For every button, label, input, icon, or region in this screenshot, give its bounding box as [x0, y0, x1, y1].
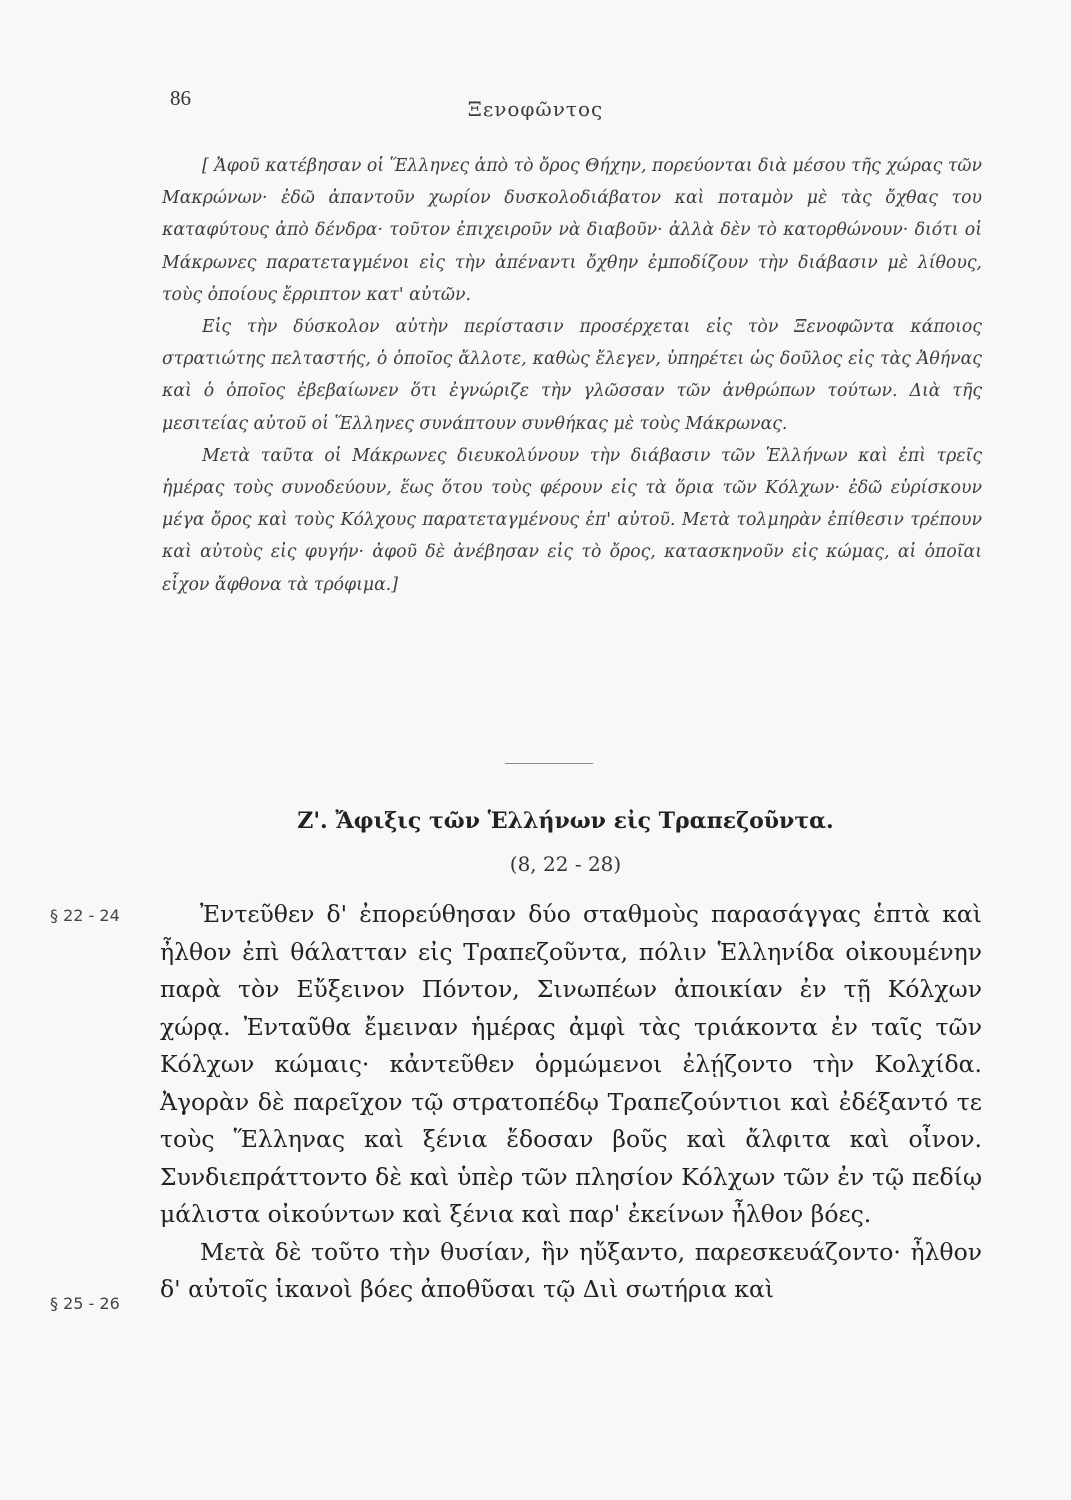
chapter-reference: (8, 22 - 28)	[509, 852, 622, 876]
summary-paragraph: Εἰς τὴν δύσκολον αὐτὴν περίστασιν προσέρχεται εἰς τὸν Ξενοφῶντα κάποιος στρατιώτης πελταστής, ὁ ὁποῖος ἄλλοτε, καθὼς ἔλεγεν, ὑπηρέτει ὡς δοῦλος εἰς τὰς Ἀθήνας καὶ ὁ ὁποῖος ἐβεβαίωνεν ὅτι ἐγνώριζε τὴν γλῶσσαν τῶν ἀνθρώπων τούτων. Διὰ τῆς μεσιτείας αὐτοῦ οἱ Ἕλληνες συνάπτουν συνθήκας μὲ τοὺς Μάκρωνας.	[162, 317, 982, 434]
running-title: Ξενοφῶντος	[467, 97, 604, 121]
chapter-summary	[162, 150, 982, 601]
main-text	[160, 896, 982, 1309]
chapter-heading: Ζ'. Ἄφιξις τῶν Ἑλλήνων εἰς Τραπεζοῦντα.	[297, 808, 834, 834]
section-divider	[505, 763, 593, 764]
page-number: 86	[170, 86, 191, 110]
main-paragraph: Ἐντεῦθεν δ' ἐπορεύθησαν δύο σταθμοὺς παρασάγγας ἑπτὰ καὶ ἦλθον ἐπὶ θάλατταν εἰς Τραπεζοῦντα, πόλιν Ἑλληνίδα οἰκουμένην παρὰ τὸν Εὔξεινον Πόντον, Σινωπέων ἀποικίαν ἐν τῇ Κόλχων χώρᾳ. Ἐνταῦθα ἔμειναν ἡμέρας ἀμφὶ τὰς τριάκοντα ἐν ταῖς τῶν Κόλχων κώμαις· κἀντεῦθεν ὁρμώμενοι ἐλῄζοντο τὴν Κολχίδα. Ἀγορὰν δὲ παρεῖχον τῷ στρατοπέδῳ Τραπεζούντιοι καὶ ἐδέξαντό τε τοὺς Ἕλληνας καὶ ξένια ἔδοσαν βοῦς καὶ ἄλφιτα καὶ οἶνον. Συνδιεπράττοντο δὲ καὶ ὑπὲρ τῶν πλησίον Κόλχων τῶν ἐν τῷ πεδίῳ μάλιστα οἰκούντων καὶ ξένια καὶ παρ' ἐκείνων ἦλθον βόες.	[160, 900, 982, 1228]
section-label: § 22 - 24	[50, 906, 120, 925]
section-label: § 25 - 26	[50, 1294, 120, 1313]
summary-paragraph: [ Ἀφοῦ κατέβησαν οἱ Ἕλληνες ἀπὸ τὸ ὄρος Θήχην, πορεύονται διὰ μέσου τῆς χώρας τῶν Μακρώνων· ἐδῶ ἀπαντοῦν χωρίον δυσκολοδιάβατον καὶ ποταμὸν μὲ τὰς ὄχθας του καταφύτους ἀπὸ δένδρα· τοῦτον ἐπιχειροῦν νὰ διαβοῦν· ἀλλὰ δὲν τὸ κατορθώνουν· διότι οἱ Μάκρωνες παρατεταγμένοι εἰς τὴν ἀπέναντι ὄχθην ἐμποδίζουν τὴν διάβασιν μὲ λίθους, τοὺς ὁποίους ἔρριπτον κατ' αὐτῶν.	[162, 156, 982, 305]
summary-paragraph: Μετὰ ταῦτα οἱ Μάκρωνες διευκολύνουν τὴν διάβασιν τῶν Ἑλλήνων καὶ ἐπὶ τρεῖς ἡμέρας τοὺς συνοδεύουν, ἕως ὅτου τοὺς φέρουν εἰς τὰ ὅρια τῶν Κόλχων· ἐδῶ εὑρίσκουν μέγα ὄρος καὶ τοὺς Κόλχους παρατεταγμένους ἐπ' αὐτοῦ. Μετὰ τολμηρὰν ἐπίθεσιν τρέπουν καὶ αὐτοὺς εἰς φυγήν· ἀφοῦ δὲ ἀνέβησαν εἰς τὸ ὄρος, κατασκηνοῦν εἰς κώμας, αἱ ὁποῖαι εἶχον ἄφθονα τὰ τρόφιμα.]	[162, 445, 982, 595]
main-paragraph: Μετὰ δὲ τοῦτο τὴν θυσίαν, ἣν ηὔξαντο, παρεσκευάζοντο· ἦλθον δ' αὐτοῖς ἱκανοὶ βόες ἀποθῦσαι τῷ Διὶ σωτήρια καὶ	[160, 1237, 982, 1303]
